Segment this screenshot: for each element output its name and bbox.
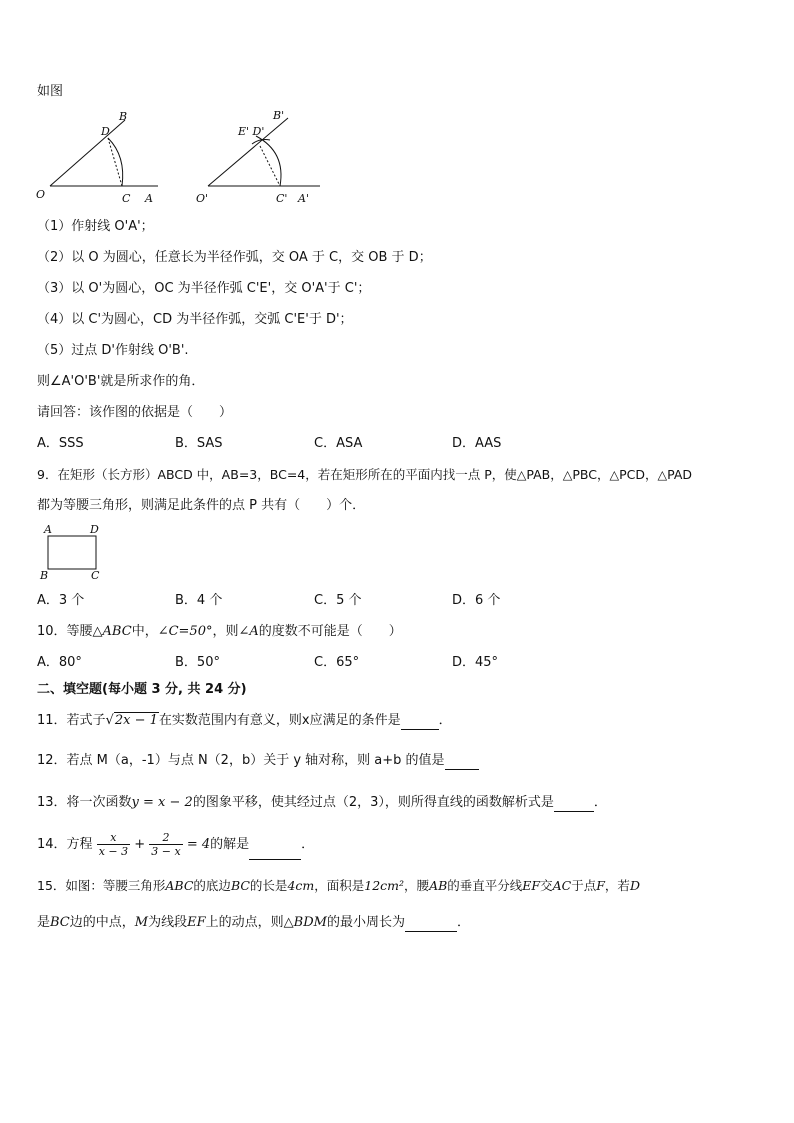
svg-text:A: A [145,192,153,205]
fraction-1: $\frac{x}{x - 3}$ [98,831,129,858]
q9-option-d[interactable]: D．6 个 [452,593,501,608]
svg-text:E' D': E' D' [238,125,265,138]
svg-text:B: B [119,110,128,123]
svg-text:C': C' [276,192,288,205]
svg-text:B': B' [273,109,285,122]
q13-answer-blank[interactable] [554,797,594,812]
question-10: 10．等腰△ABC中，∠C=50°，则∠A的度数不可能是（ ） [37,624,402,639]
q9-option-b[interactable]: B．4 个 [175,593,223,608]
q8-option-d[interactable]: D．AAS [452,436,502,451]
step-2: （2）以 O 为圆心，任意长为半径作弧，交 OA 于 C，交 OB 于 D； [37,250,432,265]
svg-text:D: D [90,523,99,536]
rectangle-figure [36,523,106,583]
svg-text:D: D [101,125,110,138]
svg-text:B: B [40,569,49,582]
question-9-line-1: 9．在矩形（长方形）ABCD 中，AB=3，BC=4，若在矩形所在的平面内找一点 P，使△PAB，△PBC，△PCD，△PAD [37,467,693,482]
q8-option-c[interactable]: C．ASA [314,436,363,451]
question-14: 14．方程 $\frac{x}{x - 3}$ + $\frac{2}{3 - x}$ = 4的解是 ． [37,831,315,858]
question-12: 12．若点 M（a，-1）与点 N（2，b）关于 y 轴对称，则 a+b 的值是 [37,752,479,770]
q15-answer-blank[interactable] [405,917,457,932]
construction-figure [30,108,330,208]
figure-constructed-angle [196,109,320,205]
q9-option-c[interactable]: C．5 个 [314,593,362,608]
q11-answer-blank[interactable] [401,715,439,730]
question-11: 11．若式子√2x − 1在实数范围内有意义，则x应满足的条件是 ． [37,713,452,728]
svg-text:A': A' [298,192,309,205]
svg-text:O: O [36,188,46,201]
q10-option-c[interactable]: C．65° [314,655,360,670]
step-1: （1）作射线 O'A'； [37,219,154,234]
svg-text:C: C [122,192,131,205]
q9-option-a[interactable]: A．3 个 [37,593,85,608]
q10-option-d[interactable]: D．45° [452,655,499,670]
figure-original-angle [36,110,158,205]
svg-text:A: A [44,523,52,536]
question-13: 13．将一次函数y = x − 2的图象平移，使其经过点（2，3），则所得直线的函数解析式是 ． [37,795,607,810]
q12-answer-blank[interactable] [445,755,479,770]
section-2-heading: 二、填空题(每小题 3 分, 共 24 分) [37,682,247,697]
fraction-2: $\frac{2}{3 - x}$ [151,831,181,858]
question-15-line-1: 15．如图：等腰三角形ABC的底边BC的长是4cm，面积是12cm²，腰AB的垂直平分线EF交AC于点F，若D [37,878,640,893]
intro-text: 如图 [37,84,64,99]
svg-text:C: C [91,569,100,582]
q8-option-a[interactable]: A．SSS [37,436,84,451]
q10-option-a[interactable]: A．80° [37,655,82,670]
step-4: （4）以 C'为圆心，CD 为半径作弧，交弧 C'E'于 D'； [37,312,353,327]
step-5: （5）过点 D'作射线 O'B'. [37,343,189,358]
svg-text:O': O' [196,192,209,205]
q8-option-b[interactable]: B．SAS [175,436,223,451]
question-8-prompt: 请回答：该作图的依据是（ ） [37,405,233,420]
step-3: （3）以 O'为圆心，OC 为半径作弧 C'E'，交 O'A'于 C'； [37,281,371,296]
q14-answer-blank[interactable] [249,845,301,860]
question-15-line-2: 是BC边的中点，M为线段EF上的动点，则△BDM的最小周长为 ． [37,915,470,930]
q10-option-b[interactable]: B．50° [175,655,220,670]
question-9-line-2: 都为等腰三角形，则满足此条件的点 P 共有（ ）个． [37,498,366,513]
conclusion-text: 则∠A'O'B'就是所求作的角． [37,374,205,389]
